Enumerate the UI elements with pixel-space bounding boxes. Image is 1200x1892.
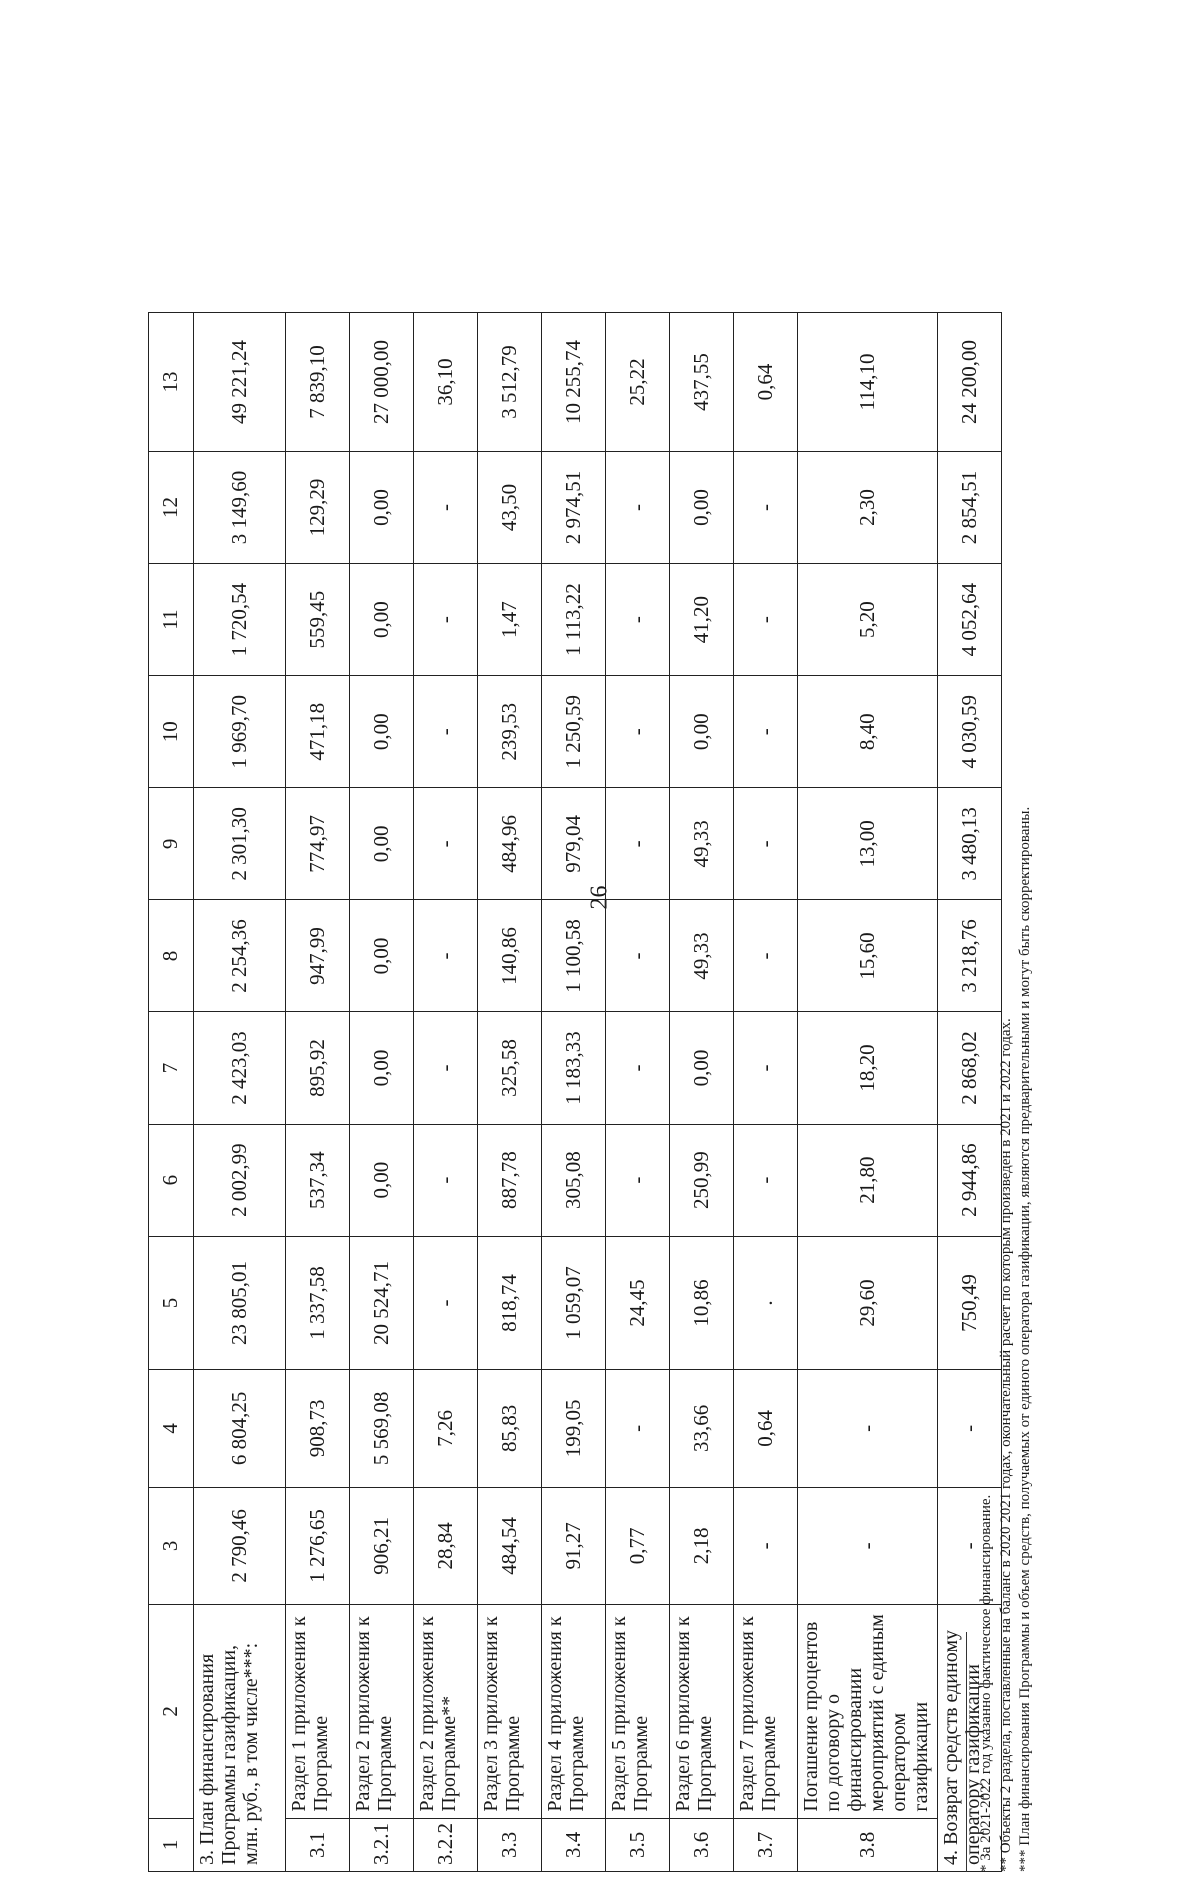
table-cell: -	[938, 1370, 1002, 1487]
table-cell: -	[938, 1487, 1002, 1604]
table-cell: 2 301,30	[194, 788, 286, 900]
table-row	[478, 313, 542, 1872]
table-cell: 0,64	[734, 313, 798, 452]
table-cell: 484,54	[478, 1487, 542, 1604]
table-cell: 2 254,36	[194, 900, 286, 1012]
table-cell: 818,74	[478, 1236, 542, 1369]
table-cell: 1 059,07	[542, 1236, 606, 1369]
table-cell: 2,18	[670, 1487, 734, 1604]
table-cell: 91,27	[542, 1487, 606, 1604]
table-cell: 2 854,51	[938, 451, 1002, 563]
table-cell: 0,00	[350, 676, 414, 788]
table-cell: 49,33	[670, 900, 734, 1012]
row-label: 4. Возврат средств единому оператору газификации	[938, 1605, 1002, 1872]
table-cell: 10 255,74	[542, 313, 606, 452]
row-label: Раздел 1 приложения к Программе	[286, 1605, 350, 1819]
table-cell: 5 569,08	[350, 1370, 414, 1487]
table-cell: 0,64	[734, 1370, 798, 1487]
table-row	[350, 313, 414, 1872]
table-cell: 3 218,76	[938, 900, 1002, 1012]
column-header: 5	[149, 1236, 194, 1369]
table-cell: 2 423,03	[194, 1012, 286, 1124]
column-header: 3	[149, 1487, 194, 1604]
table-cell: 23 805,01	[194, 1236, 286, 1369]
row-number: 3.8	[798, 1818, 938, 1871]
column-header: 13	[149, 313, 194, 452]
footnote-rule	[966, 1632, 967, 1872]
footnote-3: *** План финансирования Программы и объем средств, получаемых от единого оператора газификации, являются предварительными и могут быть скорректированы.	[1017, 806, 1033, 1872]
column-header: 10	[149, 676, 194, 788]
table-cell: 887,78	[478, 1124, 542, 1236]
table-cell: 43,50	[478, 451, 542, 563]
table-cell: 13,00	[798, 788, 938, 900]
table-row	[798, 313, 938, 1872]
table-row	[414, 313, 478, 1872]
table-cell: 0,77	[606, 1487, 670, 1604]
table-cell: 24 200,00	[938, 313, 1002, 452]
table-cell: -	[798, 1370, 938, 1487]
table-cell: 325,58	[478, 1012, 542, 1124]
table-cell: 0,00	[670, 676, 734, 788]
table-header-row	[149, 313, 194, 1872]
table-cell: 947,99	[286, 900, 350, 1012]
table-cell: 140,86	[478, 900, 542, 1012]
table-cell: -	[606, 1370, 670, 1487]
table-cell: -	[414, 1124, 478, 1236]
table-cell: 114,10	[798, 313, 938, 452]
table-cell: 2,30	[798, 451, 938, 563]
table-cell: -	[734, 1487, 798, 1604]
column-header: 2	[149, 1605, 194, 1819]
table-cell: -	[734, 788, 798, 900]
table-cell: 0,00	[350, 900, 414, 1012]
table-cell: 36,10	[414, 313, 478, 452]
table-cell: 49,33	[670, 788, 734, 900]
row-number: 3.1	[286, 1818, 350, 1871]
footnotes	[966, 312, 1036, 1872]
table-cell: 1 337,58	[286, 1236, 350, 1369]
table-cell: 239,53	[478, 676, 542, 788]
column-header: 4	[149, 1370, 194, 1487]
table-cell: 484,96	[478, 788, 542, 900]
table-cell: 0,00	[350, 451, 414, 563]
table-cell: -	[606, 900, 670, 1012]
table-cell: -	[734, 1124, 798, 1236]
table-cell: -	[414, 788, 478, 900]
table-cell: 2 868,02	[938, 1012, 1002, 1124]
table-cell: 559,45	[286, 564, 350, 676]
table-cell: 29,60	[798, 1236, 938, 1369]
table-cell: 199,05	[542, 1370, 606, 1487]
row-label: Раздел 2 приложения к Программе	[350, 1605, 414, 1819]
row-label: Раздел 4 приложения к Программе	[542, 1605, 606, 1819]
table-cell: 1 113,22	[542, 564, 606, 676]
table-cell: 895,92	[286, 1012, 350, 1124]
table-cell: 41,20	[670, 564, 734, 676]
table-cell: 1 183,33	[542, 1012, 606, 1124]
row-label: 3. План финансирования Программы газификации, млн. руб., в том числе***:	[194, 1605, 286, 1872]
table-cell: 906,21	[350, 1487, 414, 1604]
rotated-landscape-content	[148, 292, 1048, 1892]
table-cell: 28,84	[414, 1487, 478, 1604]
table-row	[670, 313, 734, 1872]
table-cell: 7 839,10	[286, 313, 350, 452]
column-header: 6	[149, 1124, 194, 1236]
table-cell: 0,00	[670, 451, 734, 563]
table-row	[734, 313, 798, 1872]
table-row	[542, 313, 606, 1872]
table-cell: .	[734, 1236, 798, 1369]
table-cell: 0,00	[350, 1012, 414, 1124]
table-cell: 0,00	[350, 564, 414, 676]
row-label: Раздел 2 приложения к Программе**	[414, 1605, 478, 1819]
financing-table	[148, 312, 1002, 1872]
table-cell: 1 276,65	[286, 1487, 350, 1604]
table-cell: -	[734, 451, 798, 563]
table-cell: 8,40	[798, 676, 938, 788]
footnote-2: ** Объекты 2 раздела, поставленные на баланс в 2020 2021 годах, окончательный расчет по которым произведен в 2021 и 2022 годах.	[997, 1018, 1014, 1872]
row-label: Раздел 5 приложения к Программе	[606, 1605, 670, 1819]
column-header: 11	[149, 564, 194, 676]
table-cell: 4 052,64	[938, 564, 1002, 676]
table-row	[606, 313, 670, 1872]
page-number: 26	[586, 885, 613, 910]
table-cell: 0,00	[350, 788, 414, 900]
table-cell: -	[734, 564, 798, 676]
row-number: 3.3	[478, 1818, 542, 1871]
table-cell: 5,20	[798, 564, 938, 676]
table-cell: -	[414, 1012, 478, 1124]
table-cell: 3 480,13	[938, 788, 1002, 900]
table-cell: 20 524,71	[350, 1236, 414, 1369]
table-cell: -	[414, 451, 478, 563]
table-cell: 129,29	[286, 451, 350, 563]
row-label: Погашение процентов по договору о финансировании мероприятий с единым оператором газификации	[798, 1605, 938, 1819]
table-cell: 25,22	[606, 313, 670, 452]
row-number: 3.2.2	[414, 1818, 478, 1871]
table-cell: -	[798, 1487, 938, 1604]
table-cell: -	[606, 451, 670, 563]
table-cell: -	[414, 564, 478, 676]
column-header: 8	[149, 900, 194, 1012]
table-cell: 33,66	[670, 1370, 734, 1487]
table-cell: 2 944,86	[938, 1124, 1002, 1236]
row-number: 3.2.1	[350, 1818, 414, 1871]
table-cell: 6 804,25	[194, 1370, 286, 1487]
table-cell: 1,47	[478, 564, 542, 676]
column-header: 9	[149, 788, 194, 900]
table-cell: 774,97	[286, 788, 350, 900]
table-cell: 537,34	[286, 1124, 350, 1236]
table-cell: -	[414, 900, 478, 1012]
footnote-1: * За 2021-2022 год указанно фактическое финансирование.	[978, 1494, 994, 1872]
table-cell: 15,60	[798, 900, 938, 1012]
column-header: 1	[149, 1818, 194, 1871]
table-cell: 1 969,70	[194, 676, 286, 788]
table-cell: 908,73	[286, 1370, 350, 1487]
table-cell: 305,08	[542, 1124, 606, 1236]
table-cell: 10,86	[670, 1236, 734, 1369]
row-number: 3.7	[734, 1818, 798, 1871]
table-cell: -	[606, 788, 670, 900]
table-cell: 18,20	[798, 1012, 938, 1124]
table-cell: 2 790,46	[194, 1487, 286, 1604]
table-cell: 1 720,54	[194, 564, 286, 676]
table-cell: -	[734, 1012, 798, 1124]
table-cell: 49 221,24	[194, 313, 286, 452]
table-cell: -	[606, 564, 670, 676]
table-cell: 437,55	[670, 313, 734, 452]
table-cell: -	[734, 900, 798, 1012]
table-cell: -	[606, 676, 670, 788]
table-cell: 3 149,60	[194, 451, 286, 563]
table-cell: 471,18	[286, 676, 350, 788]
table-cell: 24,45	[606, 1236, 670, 1369]
table-cell: 750,49	[938, 1236, 1002, 1369]
table-cell: 21,80	[798, 1124, 938, 1236]
table-cell: 2 002,99	[194, 1124, 286, 1236]
row-number: 3.4	[542, 1818, 606, 1871]
table-cell: 0,00	[670, 1012, 734, 1124]
table-cell: 2 974,51	[542, 451, 606, 563]
table-row	[286, 313, 350, 1872]
column-header: 7	[149, 1012, 194, 1124]
column-header: 12	[149, 451, 194, 563]
table-cell: 1 250,59	[542, 676, 606, 788]
table-cell: 3 512,79	[478, 313, 542, 452]
table-cell: -	[606, 1124, 670, 1236]
row-number: 3.6	[670, 1818, 734, 1871]
table-cell: 0,00	[350, 1124, 414, 1236]
table-cell: -	[734, 676, 798, 788]
row-number: 3.5	[606, 1818, 670, 1871]
table-cell: 4 030,59	[938, 676, 1002, 788]
table-cell: 979,04	[542, 788, 606, 900]
row-label: Раздел 6 приложения к Программе	[670, 1605, 734, 1819]
row-label: Раздел 3 приложения к Программе	[478, 1605, 542, 1819]
table-row	[194, 313, 286, 1872]
table-cell: -	[414, 676, 478, 788]
row-label: Раздел 7 приложения к Программе	[734, 1605, 798, 1819]
table-cell: 27 000,00	[350, 313, 414, 452]
table-cell: 1 100,58	[542, 900, 606, 1012]
table-cell: 7,26	[414, 1370, 478, 1487]
table-cell: -	[606, 1012, 670, 1124]
table-cell: 85,83	[478, 1370, 542, 1487]
table-cell: 250,99	[670, 1124, 734, 1236]
table-cell: -	[414, 1236, 478, 1369]
